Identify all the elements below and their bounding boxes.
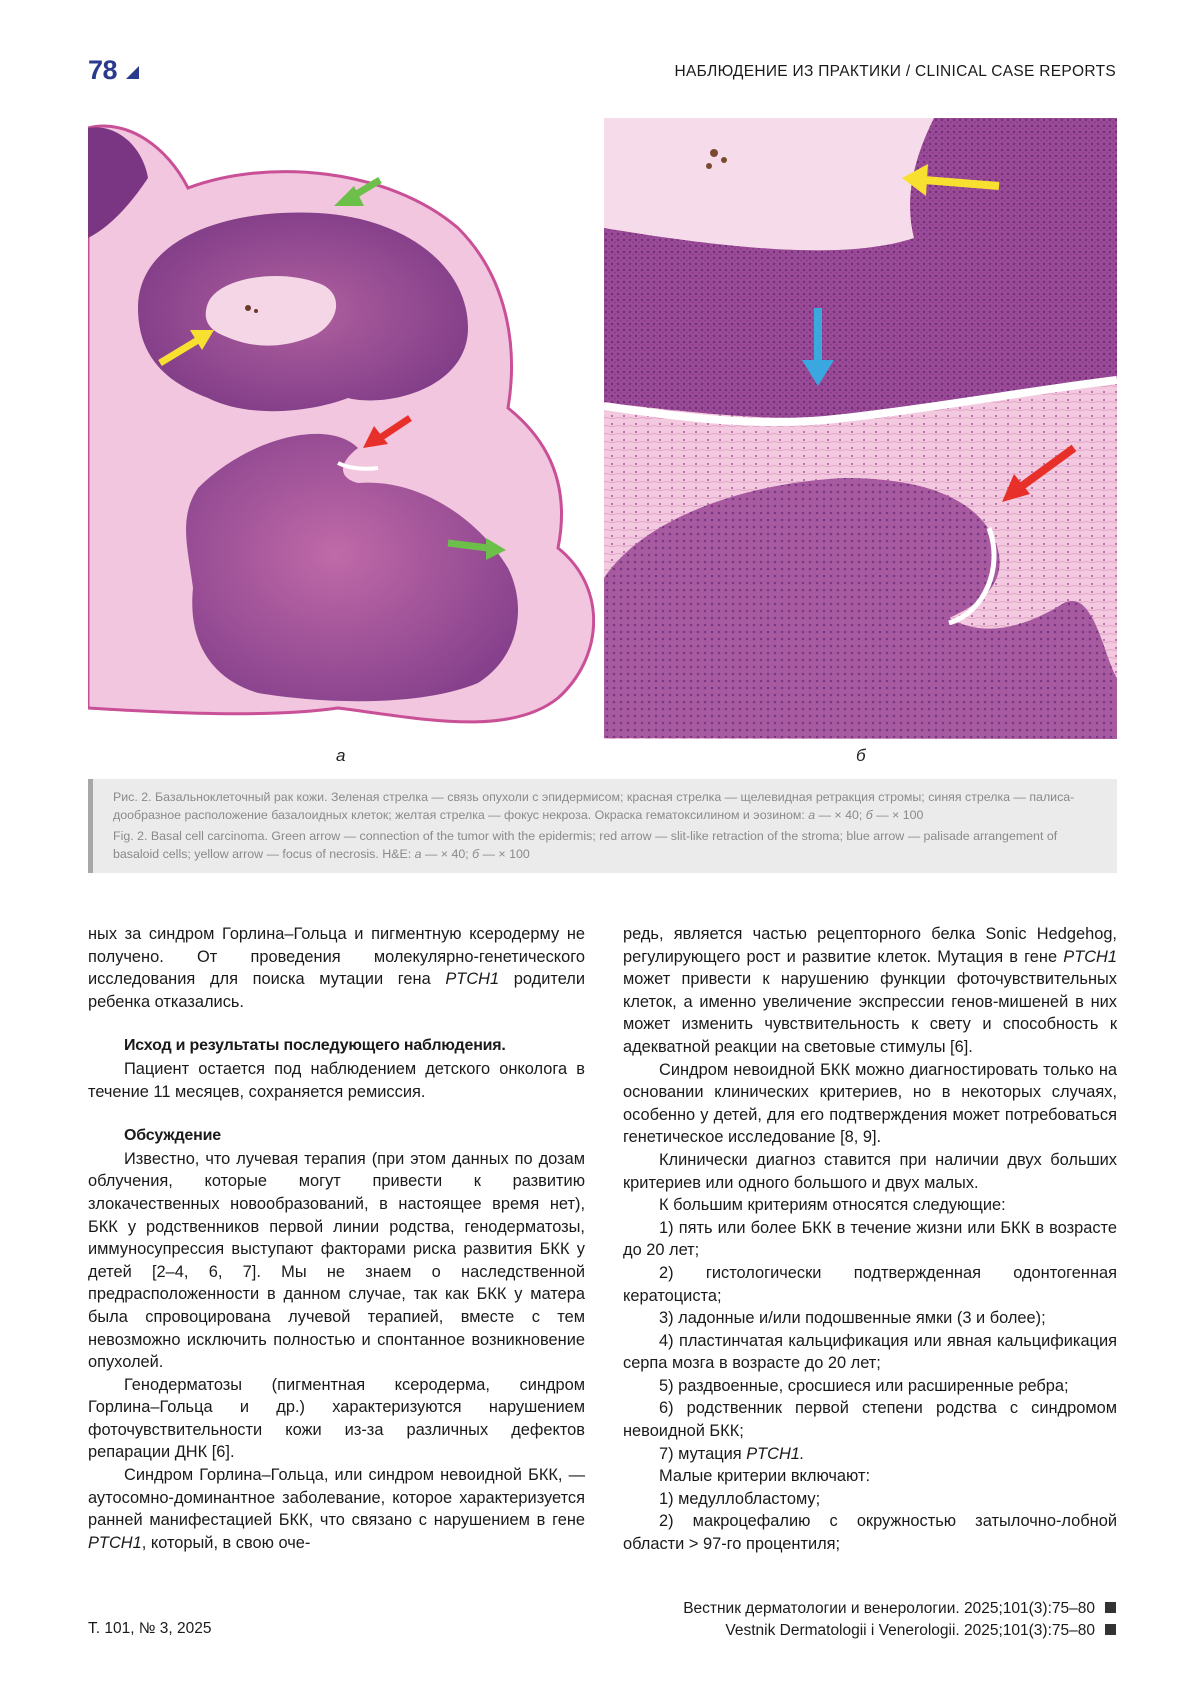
paragraph: Синдром невоидной БКК можно диагностировать только на основании клинических критериев, но в некоторых случаях, особенно у детей, для его подтверждения может потребоваться генетическое исследование [8, 9]. [623, 1060, 1117, 1147]
page-number-corner-mark [126, 66, 139, 79]
caption-english: Fig. 2. Basal cell carcinoma. Green arrow — connection of the tumor with the epidermis; red arrow — slit-like retraction of the stroma; blue arrow — palisade arrangement of basaloid cells; yellow arrow — focus of necrosis. H&E: а — × 40; б — × 100 [113, 829, 1058, 861]
square-icon [1105, 1624, 1116, 1635]
list-item: 2) гистологически подтвержденная одонтогенная кератоциста; [623, 1263, 1117, 1305]
caption-russian: Рис. 2. Базальноклеточный рак кожи. Зеленая стрелка — связь опухоли с эпидермисом; красная стрелка — щелевидная ретракция стромы; синяя стрелка — палиса-дообразное расположение базалоидных клеток; желтая стрелка — фокус некроза. Окраска гематоксилином и эозином: а — × 40; б — × 100 [113, 790, 1075, 822]
section-heading-discussion: Обсуждение [124, 1127, 221, 1145]
histology-micrograph-low-magnification [88, 118, 595, 739]
paragraph: редь, является частью рецепторного белка Sonic Hedgehog, регулирующего рост и развитие клеток. Мутация в гене PTCH1 может привести к нарушению функции фоточувствительных клеток, а именно увеличение экспрессии генов-мишеней в них может изменить чувствительность к свету и способность к адекватной реакции на световые стимулы [6]. [623, 925, 1117, 1056]
list-item: 1) медуллобластому; [659, 1489, 821, 1508]
figure-caption [88, 779, 1117, 873]
footer-issue: Т. 101, № 3, 2025 [88, 1620, 212, 1637]
square-icon [1105, 1602, 1116, 1613]
page-number: 78 [88, 55, 118, 85]
list-item: 1) пять или более БКК в течение жизни или БКК в возрасте до 20 лет; [623, 1218, 1117, 1260]
paragraph: Клинически диагноз ставится при наличии двух больших критериев или одного большого и двух малых. [623, 1150, 1117, 1192]
paragraph: Пациент остается под наблюдением детского онколога в течение 11 месяцев, сохраняется ремиссия. [88, 1059, 585, 1101]
paragraph: Малые критерии включают: [659, 1467, 871, 1486]
figure-label-b: б [856, 746, 866, 765]
section-heading-outcome: Исход и результаты последующего наблюдения. [124, 1037, 506, 1055]
list-item: 3) ладонные и/или подошвенные ямки (3 и более); [659, 1309, 1046, 1328]
left-column [88, 923, 585, 1554]
paragraph: Генодерматозы (пигментная ксеродерма, синдром Горлина–Гольца и др.) характеризуются нарушением фоточувствительности кожи из-за различных дефектов репарации ДНК [6]. [88, 1375, 585, 1462]
paragraph: ных за синдром Горлина–Гольца и пигментную ксеродерму не получено. От проведения молекулярно-генетического исследования для поиска мутации гена PTCH1 родители ребенка отказались. [88, 925, 585, 1011]
paragraph: Известно, что лучевая терапия (при этом данных по дозам облучения, которые могут привести к развитию злокачественных новообразований, в настоящее время нет), БКК у родственников первой линии родства, генодерматозы, иммуносупрессия выступают факторами риска развития БКК у детей [2–4, 6, 7]. Мы не знаем о наследственной предрасположенности в данном случае, так как БКК у матера была спровоцирована лучевой терапией, вместе с тем невозможно исключить полностью и спонтанное возникновение опухолей. [88, 1149, 585, 1372]
list-item: 7) мутация PTCH1. [659, 1444, 805, 1463]
paragraph: Синдром Горлина–Гольца, или синдром невоидной БКК, — аутосомно-доминантное заболевание, которое характеризуется ранней манифестацией БКК, что связано с нарушением в гене PTCH1, который, в свою оче- [88, 1466, 585, 1552]
figure-image-a [88, 118, 595, 739]
list-item: 6) родственник первой степени родства с синдромом невоидной БКК; [623, 1399, 1117, 1441]
list-item: 2) макроцефалию с окружностью затылочно-лобной области > 97-го процентиля; [623, 1512, 1117, 1554]
list-item: 5) раздвоенные, сросшиеся или расширенные ребра; [659, 1376, 1069, 1395]
running-head: НАБЛЮДЕНИЕ ИЗ ПРАКТИКИ / CLINICAL CASE REPORTS [674, 63, 1116, 80]
footer-journal-en: Vestnik Dermatologii i Venerologii. 2025;101(3):75–80 [725, 1622, 1095, 1639]
figure-image-b [604, 118, 1117, 739]
list-item: 4) пластинчатая кальцификация или явная кальцификация серпа мозга в возрасте до 20 лет; [623, 1331, 1117, 1373]
footer-journal [683, 1598, 1116, 1642]
right-column [623, 923, 1117, 1556]
footer-journal-ru: Вестник дерматологии и венерологии. 2025;101(3):75–80 [683, 1600, 1095, 1617]
paragraph: К большим критериям относятся следующие: [659, 1196, 1006, 1215]
figure-label-a: а [336, 746, 346, 765]
histology-micrograph-high-magnification [604, 118, 1117, 739]
